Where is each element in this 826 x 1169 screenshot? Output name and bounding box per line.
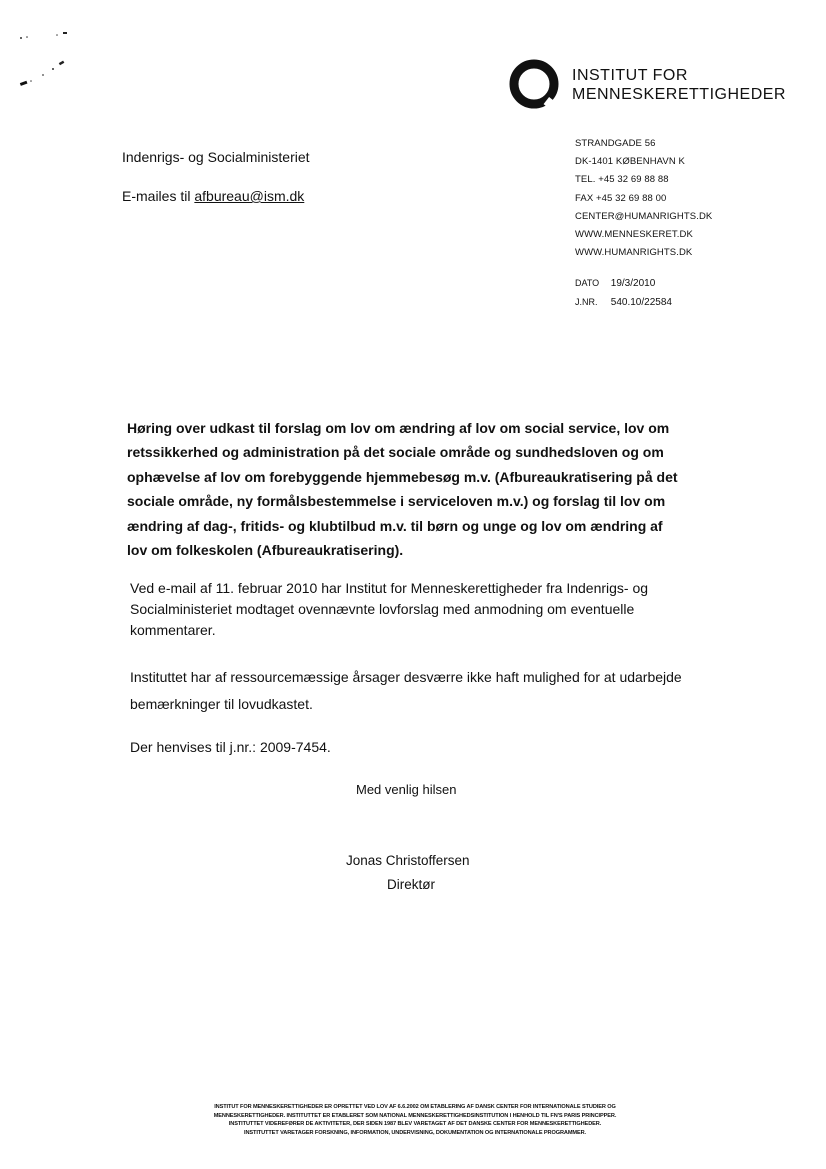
footer-line: MENNESKERETTIGHEDER. INSTITUTTET ER ETABLERET SOM NATIONAL MENNESKERETTIGHEDSINSTITUTION I HENHOLD TIL FN'S PARIS PRINCIPPER. — [213, 1112, 617, 1119]
letter-footer — [140, 1103, 690, 1137]
letter-meta — [575, 274, 672, 312]
signer-name: Jonas Christoffersen — [346, 853, 470, 868]
jnr-row — [575, 293, 672, 312]
recipient-email-link[interactable]: afbureau@ism.dk — [194, 188, 305, 204]
email-prefix: E-mailes til — [122, 188, 195, 204]
scan-specks — [15, 25, 85, 95]
paragraph-line: Socialministeriet modtaget ovennævnte lovforslag med anmodning om eventuelle — [130, 601, 635, 617]
recipient-email-line — [122, 188, 304, 204]
institute-logo-icon — [508, 58, 560, 110]
footer-line: INSTITUT FOR MENNESKERETTIGHEDER ER OPRETTET VED LOV AF 6.6.2002 OM ETABLERING AF DANSK CENTER FOR INTERNATIONALE STUDIER OG — [214, 1104, 616, 1110]
date-row — [575, 274, 672, 293]
body-paragraph-1 — [130, 578, 690, 641]
closing-greeting: Med venlig hilsen — [356, 782, 457, 797]
footer-line: INSTITUTTET VIDEREFØRER DE AKTIVITETER, DER SIDEN 1987 BLEV VARETAGET AF DET DANSKE CENTER FOR MENNESKERETTIGHEDER. — [228, 1121, 602, 1128]
letter-subject — [127, 416, 687, 562]
contact-email: CENTER@HUMANRIGHTS.DK — [575, 210, 713, 222]
contact-city: DK-1401 KØBENHAVN K — [575, 156, 685, 168]
paragraph-line: bemærkninger til lovudkastet. — [130, 696, 313, 712]
contact-block — [575, 135, 712, 262]
institute-name-line1: INSTITUT FOR — [572, 67, 688, 84]
signer-title: Direktør — [387, 877, 435, 892]
date-label: DATO — [575, 278, 600, 288]
contact-address: STRANDGADE 56 — [575, 138, 656, 149]
subject-line: ophævelse af lov om forebyggende hjemmebesøg m.v. (Afbureaukratisering på det — [127, 468, 678, 485]
date-value: 19/3/2010 — [610, 278, 656, 289]
subject-line: sociale område, ny formålsbestemmelse i serviceloven m.v.) og forslag til lov om — [127, 493, 666, 510]
paragraph-line: Instituttet har af ressourcemæssige årsager desværre ikke haft mulighed for at udarbejde — [130, 669, 682, 685]
subject-line: Høring over udkast til forslag om lov om ændring af lov om social service, lov om — [127, 420, 670, 436]
contact-fax: FAX +45 32 69 88 00 — [575, 192, 667, 204]
contact-web2: WWW.HUMANRIGHTS.DK — [575, 247, 693, 259]
paragraph-line: Ved e-mail af 11. februar 2010 har Institut for Menneskerettigheder fra Indenrigs- og — [130, 580, 649, 596]
jnr-value: 540.10/22584 — [610, 297, 672, 308]
recipient-name: Indenrigs- og Socialministeriet — [122, 149, 310, 165]
subject-line: ændring af dag-, fritids- og klubtilbud m.v. til børn og unge og lov om ændring af — [127, 517, 663, 534]
contact-web1: WWW.MENNESKERET.DK — [575, 229, 693, 241]
body-paragraph-2 — [130, 664, 690, 718]
institute-name — [572, 66, 786, 104]
paragraph-line: kommentarer. — [130, 622, 216, 638]
footer-line: INSTITUTTET VARETAGER FORSKNING, INFORMATION, UNDERVISNING, DOKUMENTATION OG INTERNATIONALE PROGRAMMER. — [244, 1129, 586, 1136]
jnr-label: J.NR. — [575, 297, 598, 307]
institute-name-line2: MENNESKERETTIGHEDER — [572, 86, 786, 103]
contact-tel: TEL. +45 32 69 88 88 — [575, 174, 669, 186]
subject-line: lov om folkeskolen (Afbureaukratisering). — [127, 542, 404, 559]
body-paragraph-3: Der henvises til j.nr.: 2009-7454. — [130, 739, 331, 755]
subject-line: retssikkerhed og administration på det sociale område og sundhedsloven og om — [127, 444, 664, 461]
